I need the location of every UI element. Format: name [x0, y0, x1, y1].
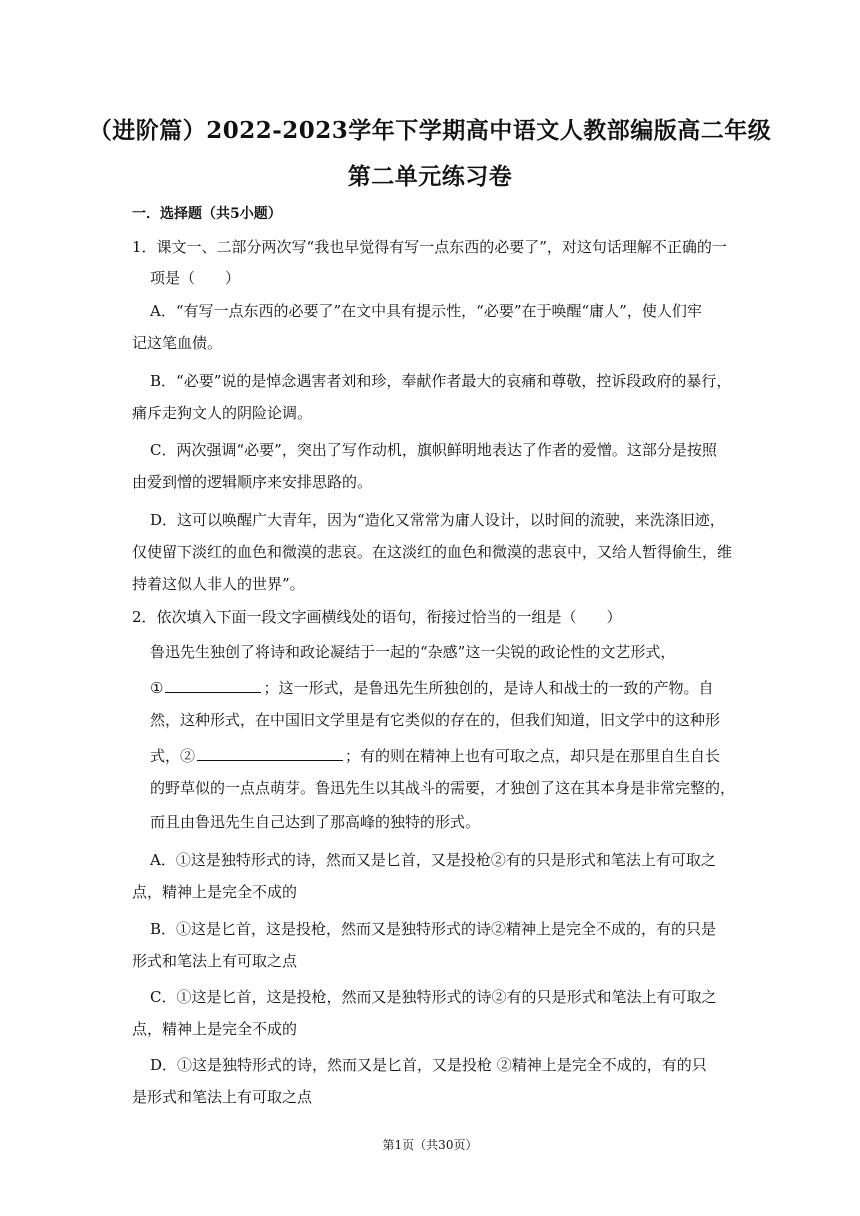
- q2-passage-line-4: [150, 744, 720, 766]
- q1-stem-line-1: 1．课文一、二部分两次写“我也早觉得有写一点东西的必要了”，对这句话理解不正确的一: [132, 238, 727, 256]
- q1-option-d-line-2: 仅使留下淡红的血色和微漠的悲哀。在这淡红的血色和微漠的悲哀中，又给人暂得偷生，维: [132, 543, 733, 561]
- q1-option-a-line-1: A．“有写一点东西的必要了”在文中具有提示性，“必要”在于唤醒“庸人”，使人们牢: [150, 302, 702, 320]
- q2-passage-line-5: 的野草似的一点点萌芽。鲁迅先生以其战斗的需要，才独创了这在其本身是非常完整的，: [150, 779, 736, 797]
- blank-1-line: [165, 676, 261, 693]
- q1-option-b-line-1: B．“必要”说的是悼念遇害者刘和珍，奉献作者最大的哀痛和尊敬，控诉段政府的暴行，: [150, 372, 732, 390]
- q2-passage-line-4-pre: 式，②: [150, 747, 196, 765]
- q2-passage-line-6: 而且由鲁迅先生自己达到了那高峰的独特的形式。: [150, 813, 481, 831]
- q2-option-b-line-1: B．①这是匕首，这是投枪，然而又是独特形式的诗②精神上是完全不成的，有的只是: [150, 920, 717, 938]
- q2-passage-line-4-text: ；有的则在精神上也有可取之点，却只是在那里自生自长: [345, 747, 721, 765]
- q2-passage-line-2-text: ；这一形式，是鲁迅先生所独创的，是诗人和战士的一致的产物。自: [263, 679, 714, 697]
- q1-stem-line-2: 项是（ ）: [150, 269, 241, 287]
- q2-option-c-line-1: C．①这是匕首，这是投枪，然而又是独特形式的诗②有的只是形式和笔法上有可取之: [150, 988, 717, 1006]
- q2-passage-line-3: 然，这种形式，在中国旧文学里是有它类似的存在的，但我们知道，旧文学中的这种形: [150, 711, 721, 729]
- q2-option-b-line-2: 形式和笔法上有可取之点: [132, 952, 298, 970]
- q2-option-c-line-2: 点，精神上是完全不成的: [132, 1020, 298, 1038]
- page-footer: 第1页（共30页）: [382, 1138, 478, 1152]
- blank-1-marker: ①: [150, 679, 164, 697]
- q1-option-d-line-3: 持着这似人非人的世界”。: [132, 575, 305, 593]
- q2-stem: 2．依次填入下面一段文字画横线处的语句，衔接过恰当的一组是（ ）: [132, 608, 622, 626]
- section-heading: 一．选择题（共5小题）: [132, 206, 282, 222]
- q2-option-d-line-1: D．①这是独特形式的诗，然而又是匕首，又是投枪 ②精神上是完全不成的，有的只: [150, 1056, 707, 1074]
- q1-option-c-line-2: 由爱到憎的逻辑顺序来安排思路的。: [132, 473, 373, 491]
- q1-option-a-line-2: 记这笔血债。: [132, 334, 223, 352]
- doc-title-line-2: 第二单元练习卷: [347, 163, 513, 190]
- blank-2-line: [197, 744, 343, 761]
- q2-option-a-line-2: 点，精神上是完全不成的: [132, 883, 298, 901]
- doc-title-line-1: （进阶篇）2022-2023学年下学期高中语文人教部编版高二年级: [88, 117, 772, 144]
- q2-option-a-line-1: A．①这是独特形式的诗，然而又是匕首，又是投枪②有的只是形式和笔法上有可取之: [150, 851, 716, 869]
- q2-option-d-line-2: 是形式和笔法上有可取之点: [132, 1088, 313, 1106]
- q1-option-d-line-1: D．这可以唤醒广大青年，因为“造化又常常为庸人设计，以时间的流驶，来洗涤旧迹，: [150, 511, 725, 529]
- q1-option-b-line-2: 痛斥走狗文人的阴险论调。: [132, 404, 313, 422]
- q1-option-c-line-1: C．两次强调“必要”，突出了写作动机，旗帜鲜明地表达了作者的爱憎。这部分是按照: [150, 441, 717, 459]
- q2-passage-line-1: 鲁迅先生独创了将诗和政论凝结于一起的“杂感”这一尖锐的政论性的文艺形式，: [150, 643, 676, 661]
- q2-passage-line-2: [150, 676, 713, 698]
